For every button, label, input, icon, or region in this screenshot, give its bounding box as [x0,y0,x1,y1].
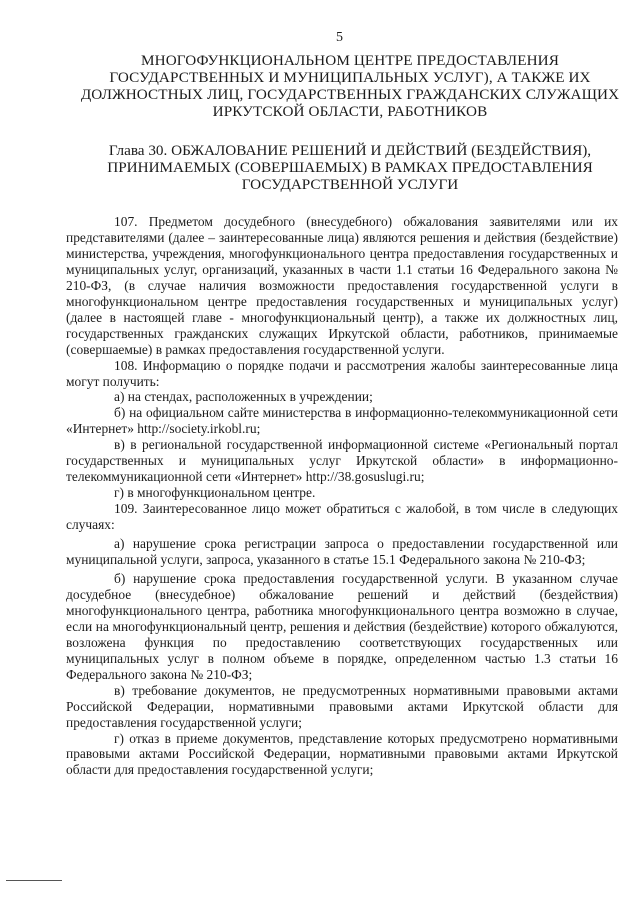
list-item-109-g: г) отказ в приеме документов, представление которых предусмотрено нормативными правовыми актами Российской Федерации, нормативными правовыми актами Иркутской области для предоставления государственной услуги; [66,730,618,778]
list-item-109-a: а) нарушение срока регистрации запроса о предоставлении государственной или муниципальной услуги, запроса, указанного в статье 15.1 Федерального закона № 210-ФЗ; [66,536,618,568]
footer-divider [6,880,62,881]
document-body [66,214,618,778]
paragraph-109: 109. Заинтересованное лицо может обратиться с жалобой, в том числе в следующих случаях: [66,501,618,533]
list-item-108-a: а) на стендах, расположенных в учреждении; [114,389,373,405]
list-item-108-v: в) в региональной государственной информационной системе «Региональный портал государственных и муниципальных услуг Иркутской области» в информационно-телекоммуникационной сети «Интернет» http://38.gosuslugi.ru; [66,437,618,485]
list-item-108-g: г) в многофункциональном центре. [114,485,316,501]
chapter-heading: Глава 30. ОБЖАЛОВАНИЕ РЕШЕНИЙ И ДЕЙСТВИЙ (БЕЗДЕЙСТВИЯ), ПРИНИМАЕМЫХ (СОВЕРШАЕМЫХ) В РАМКАХ ПРЕДОСТАВЛЕНИЯ ГОСУДАРСТВЕННОЙ УСЛУГИ [107,142,593,193]
paragraph-108: 108. Информацию о порядке подачи и рассмотрения жалобы заинтересованные лица могут получить: [66,357,618,389]
page-number: 5 [336,30,343,45]
paragraph-107: 107. Предметом досудебного (внесудебного) обжалования заявителями или их представителями (далее – заинтересованные лица) являются решения и действия (бездействие) министерства, учреждения, многофункционального центра предоставления государственных и муниципальных услуг, организаций, указанных в части 1.1 статьи 16 Федерального закона № 210-ФЗ, (в случае наличия возможности предоставления государственной услуги в многофункциональном центре предоставления государственных и муниципальных услуг) (далее в настоящей главе - многофункциональный центр), а также их должностных лиц, государственных гражданских служащих Иркутской области, работников, принимаемые (совершаемые) в рамках предоставления государственной услуги. [66,214,618,357]
list-item-108-b: б) на официальном сайте министерства в информационно-телекоммуникационной сети «Интернет» http://society.irkobl.ru; [66,405,618,437]
section-heading-continuation: МНОГОФУНКЦИОНАЛЬНОМ ЦЕНТРЕ ПРЕДОСТАВЛЕНИЯ ГОСУДАРСТВЕННЫХ И МУНИЦИПАЛЬНЫХ УСЛУГ), А ТАКЖЕ ИХ ДОЛЖНОСТНЫХ ЛИЦ, ГОСУДАРСТВЕННЫХ ГРАЖДАНСКИХ СЛУЖАЩИХ ИРКУТСКОЙ ОБЛАСТИ, РАБОТНИКОВ [80,52,620,120]
list-item-109-b: б) нарушение срока предоставления государственной услуги. В указанном случае досудебное (внесудебное) обжалование решений и действий (бездействия) многофункционального центра, работника многофункционального центра возможно в случае, если на многофункциональный центр, решения и действия (бездействие) которого обжалуются, возложена функция по предоставлению соответствующих государственных или муниципальных услуг в полном объеме в порядке, определенном частью 1.3 статьи 16 Федерального закона № 210-ФЗ; [66,570,618,682]
list-item-109-v: в) требование документов, не предусмотренных нормативными правовыми актами Российской Федерации, нормативными правовыми актами Иркутской области для предоставления государственной услуги; [66,682,618,730]
